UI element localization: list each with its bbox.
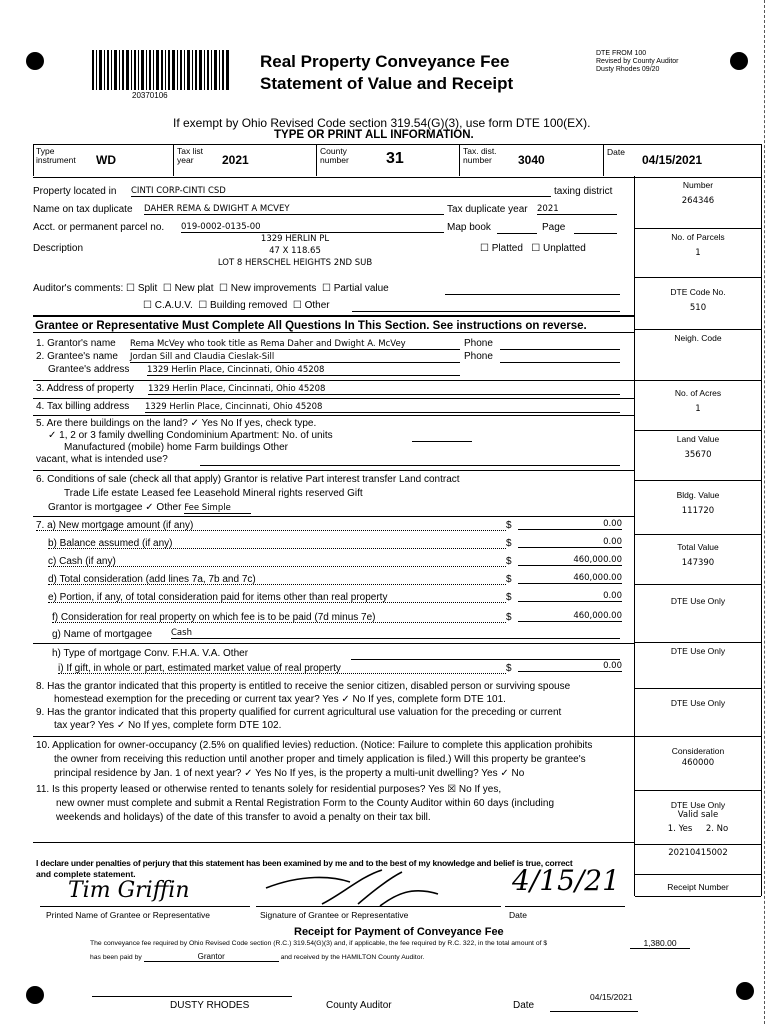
description-label: Description bbox=[33, 243, 84, 254]
q9-line1: 9. Has the grantor indicated that this property qualified for current agricultural use valuation for the preceding or current bbox=[36, 707, 562, 718]
q11-line1: 11. Is this property leased or otherwise rented to tenants solely for residential purposes? Yes ☒ No If yes, bbox=[36, 784, 502, 795]
q7c-label: c) Cash (if any) bbox=[48, 556, 116, 567]
right-box-consideration: Consideration 460000 bbox=[635, 736, 761, 791]
q7g-label: g) Name of mortgagee bbox=[52, 629, 153, 640]
grantee-address-label: Grantee's address bbox=[48, 364, 130, 375]
parcel-value: 019-0002-0135-00 bbox=[181, 222, 444, 233]
other-field bbox=[352, 300, 620, 312]
taxing-district-label: taxing district bbox=[554, 186, 613, 197]
signature-label: Signature of Grantee or Representative bbox=[260, 910, 409, 920]
property-address-label: 3. Address of property bbox=[36, 383, 134, 394]
punch-hole bbox=[736, 982, 754, 1000]
map-book-label: Map book bbox=[447, 222, 491, 233]
q5-line4: vacant, what is intended use? bbox=[36, 454, 168, 465]
right-box-dte-use-2: DTE Use Only bbox=[635, 642, 761, 689]
footer-date-value: 04/15/2021 bbox=[590, 992, 633, 1002]
partial-value-field bbox=[445, 283, 620, 295]
punch-hole bbox=[730, 52, 748, 70]
q5-line2: ✓ 1, 2 or 3 family dwelling Condominium Apartment: No. of units bbox=[48, 430, 333, 441]
q7a-value: 0.00 bbox=[518, 519, 622, 530]
property-located-value: CINTI CORP-CINTI CSD bbox=[131, 186, 551, 197]
right-box-dte-use-3: DTE Use Only bbox=[635, 688, 761, 737]
map-book-field bbox=[497, 222, 537, 234]
right-box-dte-use-1: DTE Use Only bbox=[635, 584, 761, 643]
receipt-amount: 1,380.00 bbox=[630, 938, 690, 949]
duplicate-name-value: DAHER REMA & DWIGHT A MCVEY bbox=[144, 204, 444, 215]
q7g-value: Cash bbox=[171, 628, 620, 639]
q7b-label: b) Balance assumed (if any) bbox=[48, 538, 173, 549]
q10-line2: the owner from receiving this reduction until another proper and timely application is filed.) Will this property be grantee's bbox=[54, 754, 586, 765]
auditor-comments: Auditor's comments: ☐ Split ☐ New plat ☐ New improvements ☐ Partial value bbox=[33, 283, 389, 294]
description-line3: LOT 8 HERSCHEL HEIGHTS 2ND SUB bbox=[217, 258, 373, 268]
date-value: 04/15/2021 bbox=[642, 153, 703, 167]
duplicate-year-label: Tax duplicate year bbox=[447, 204, 528, 215]
q11-line2: new owner must complete and submit a Rental Registration Form to the County Auditor within 60 days (including bbox=[56, 798, 555, 809]
form-id: DTE FROM 100 Revised by County Auditor Dusty Rhodes 09/20 bbox=[596, 50, 679, 73]
grantee-address-value: 1329 Herlin Place, Cincinnati, Ohio 45208 bbox=[147, 365, 460, 376]
auditor-name: DUSTY RHODES bbox=[170, 1000, 250, 1011]
property-address-value: 1329 Herlin Place, Cincinnati, Ohio 45208 bbox=[148, 384, 620, 395]
grantee-phone-label: Phone bbox=[464, 351, 493, 362]
duplicate-name-label: Name on tax duplicate bbox=[33, 204, 133, 215]
q7h-label: h) Type of mortgage Conv. F.H.A. V.A. Other bbox=[52, 648, 249, 659]
q7b-value: 0.00 bbox=[518, 537, 622, 548]
date-label: Date bbox=[607, 147, 625, 157]
tax-list-value: 2021 bbox=[222, 153, 249, 167]
exempt-note: If exempt by Ohio Revised Code section 319.54(G)(3), use form DTE 100(EX). bbox=[173, 116, 591, 130]
form-subtitle: Statement of Value and Receipt bbox=[260, 74, 514, 93]
q5-line1: 5. Are there buildings on the land? ✓ Yes No If yes, check type. bbox=[36, 418, 317, 429]
receipt-text2: has been paid by Grantor and received by the HAMILTON County Auditor. bbox=[90, 952, 425, 961]
county-number-value: 31 bbox=[386, 150, 404, 167]
q6-line1: 6. Conditions of sale (check all that apply) Grantor is relative Part interest transfer Land contract bbox=[36, 474, 460, 485]
grantee-name-label: 2. Grantee's name bbox=[36, 351, 118, 362]
footer-date-label: Date bbox=[513, 1000, 535, 1011]
printed-name-label: Printed Name of Grantee or Representative bbox=[46, 910, 210, 920]
right-box-valid-sale: DTE Use Only Valid sale 1. Yes 2. No bbox=[635, 790, 761, 845]
platted-option: ☐ Platted ☐ Unplatted bbox=[480, 243, 586, 254]
q7e-value: 0.00 bbox=[518, 591, 622, 602]
grantee-name-value: Jordan Sill and Claudia Cieslak-Sill bbox=[130, 352, 460, 363]
billing-address-value: 1329 Herlin Place, Cincinnati, Ohio 45208 bbox=[145, 402, 620, 413]
units-field bbox=[412, 430, 472, 442]
tax-district-label: Tax. dist. number bbox=[463, 146, 497, 165]
footer-date-line bbox=[550, 1002, 638, 1012]
printed-name-handwritten: Tim Griffin bbox=[68, 878, 190, 903]
auditor-title: County Auditor bbox=[326, 1000, 392, 1011]
q6-line2: Trade Life estate Leased fee Leasehold Mineral rights reserved Gift bbox=[64, 488, 363, 499]
right-box-neigh-code: Neigh. Code bbox=[635, 329, 761, 381]
type-print-note: TYPE OR PRINT ALL INFORMATION. bbox=[274, 129, 474, 141]
grantor-name-value: Rema McVey who took title as Rema Daher and Dwight A. McVey bbox=[130, 339, 460, 350]
q7d-value: 460,000.00 bbox=[518, 573, 622, 584]
right-box-total-value: Total Value 147390 bbox=[635, 534, 761, 585]
q8-line1: 8. Has the grantor indicated that this property is entitled to receive the senior citizen, disabled person or surviving spouse bbox=[36, 681, 571, 692]
q7d-label: d) Total consideration (add lines 7a, 7b and 7c) bbox=[48, 574, 256, 585]
q7f-value: 460,000.00 bbox=[518, 611, 622, 622]
signed-date-handwritten: 4/15/21 bbox=[512, 864, 620, 897]
page-label: Page bbox=[542, 222, 566, 233]
q7a-label: 7. a) New mortgage amount (if any) bbox=[36, 520, 194, 531]
barcode bbox=[92, 50, 232, 90]
duplicate-year-value: 2021 bbox=[537, 204, 617, 215]
q6-line3: Grantor is mortgagee ✓ Other Fee Simple bbox=[48, 502, 251, 513]
q5-line3: Manufactured (mobile) home Farm buildings Other bbox=[64, 442, 288, 453]
tax-district-value: 3040 bbox=[518, 153, 545, 167]
grantor-name-label: 1. Grantor's name bbox=[36, 338, 116, 349]
grantor-phone-field bbox=[500, 338, 620, 350]
grantee-signature bbox=[262, 864, 442, 910]
billing-address-label: 4. Tax billing address bbox=[36, 401, 130, 412]
paid-by-value: Grantor bbox=[144, 952, 279, 962]
right-box-dte-code: DTE Code No. 510 bbox=[635, 277, 761, 330]
q7e-label: e) Portion, if any, of total consideration paid for items other than real property bbox=[48, 592, 388, 603]
parcel-label: Acct. or permanent parcel no. bbox=[33, 222, 165, 233]
receipt-title: Receipt for Payment of Conveyance Fee bbox=[294, 926, 504, 938]
other-condition-value: Fee Simple bbox=[184, 503, 251, 514]
q10-line1: 10. Application for owner-occupancy (2.5% on qualified levies) reduction. (Notice: Failure to complete this application prohibits bbox=[36, 740, 593, 751]
description-line2: 47 X 118.65 bbox=[269, 246, 321, 256]
right-box-receipt-value: 20210415002 bbox=[635, 844, 761, 875]
right-box-parcels: No. of Parcels 1 bbox=[635, 228, 761, 278]
valid-sale-options: 1. Yes 2. No bbox=[667, 824, 729, 834]
q10-line3: principal residence by Jan. 1 of next year? ✓ Yes No If yes, is the property a multi-unit dwelling? Yes ✓ No bbox=[54, 768, 525, 779]
intended-use-field bbox=[200, 454, 620, 466]
property-located-label: Property located in bbox=[33, 186, 117, 197]
form-title: Real Property Conveyance Fee bbox=[260, 52, 510, 71]
q7c-value: 460,000.00 bbox=[518, 555, 622, 566]
grantor-phone-label: Phone bbox=[464, 338, 493, 349]
type-instrument-value: WD bbox=[96, 153, 116, 167]
punch-hole bbox=[26, 52, 44, 70]
right-box-acres: No. of Acres 1 bbox=[635, 380, 761, 431]
q8-line2: homestead exemption for the preceding or current tax year? Yes ✓ No If yes, complete form DTE 101. bbox=[54, 694, 506, 705]
auditor-options-2: ☐ C.A.U.V. ☐ Building removed ☐ Other bbox=[143, 300, 330, 311]
type-instrument-label: Type instrument bbox=[36, 146, 76, 165]
q11-line3: weekends and holidays) of the date of this transfer to avoid a penalty on their tax bill. bbox=[56, 812, 431, 823]
declaration-line2: and complete statement. bbox=[36, 869, 136, 879]
q7i-label: i) If gift, in whole or part, estimated market value of real property bbox=[58, 663, 341, 674]
signed-date-label: Date bbox=[509, 910, 527, 920]
receipt-text1: The conveyance fee required by Ohio Revised Code section (R.C.) 319.54(G)(3) and, if applicable, the fee required by R.C. 322, in the total amount of $ bbox=[90, 940, 548, 947]
q7i-value: 0.00 bbox=[518, 661, 622, 672]
right-box-number: Number 264346 bbox=[635, 176, 761, 229]
county-number-label: County number bbox=[320, 146, 349, 165]
grantee-phone-field bbox=[500, 351, 620, 363]
page-field bbox=[574, 222, 617, 234]
q7f-label: f) Consideration for real property on which fee is to be paid (7d minus 7e) bbox=[52, 612, 376, 623]
section-header: Grantee or Representative Must Complete All Questions In This Section. See instructions on reverse. bbox=[33, 315, 634, 333]
tax-list-label: Tax list year bbox=[177, 146, 203, 165]
q9-line2: tax year? Yes ✓ No If yes, complete form DTE 102. bbox=[54, 720, 282, 731]
mortgage-other-field bbox=[351, 648, 620, 660]
punch-hole bbox=[26, 986, 44, 1004]
right-box-receipt-number: Receipt Number bbox=[635, 874, 761, 897]
barcode-number: 20370106 bbox=[132, 91, 168, 100]
description-line1: 1329 HERLIN PL bbox=[260, 234, 330, 244]
page-edge bbox=[764, 0, 765, 1024]
right-box-land-value: Land Value 35670 bbox=[635, 430, 761, 481]
right-box-bldg-value: Bldg. Value 111720 bbox=[635, 480, 761, 535]
declaration-line1: I declare under penalties of perjury that this statement has been examined by me and to the best of my knowledge and belief is true, correct bbox=[36, 858, 573, 868]
